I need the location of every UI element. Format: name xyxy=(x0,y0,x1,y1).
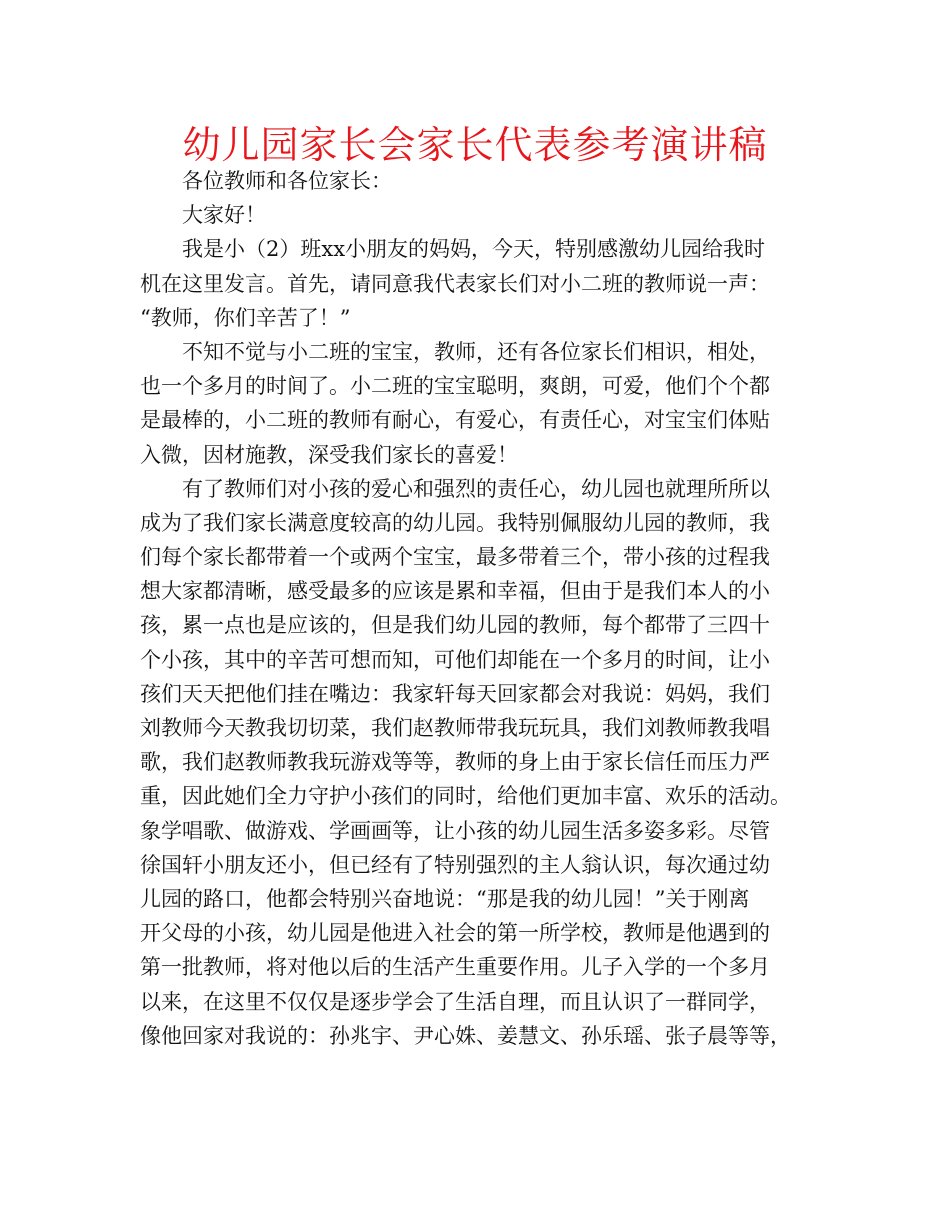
text-line: 机在这里发言。首先，请同意我代表家长们对小二班的教师说一声： xyxy=(140,271,770,296)
text-line: 个小孩，其中的辛苦可想而知，可他们却能在一个多月的时间，让小 xyxy=(140,647,770,672)
text-line: 像他回家对我说的：孙兆宇、尹心姝、姜慧文、孙乐瑶、张子晨等等， xyxy=(140,1023,791,1048)
text-line: 重，因此她们全力守护小孩们的同时，给他们更加丰富、欢乐的活动。 xyxy=(140,784,791,809)
text-line: 象学唱歌、做游戏、学画画等，让小孩的幼儿园生活多姿多彩。尽管 xyxy=(140,818,770,843)
text-line: 是最棒的，小二班的教师有耐心，有爱心，有责任心，对宝宝们体贴 xyxy=(140,408,770,433)
text-line: 儿园的路口，他都会特别兴奋地说：“那是我的幼儿园！”关于刚离 xyxy=(140,886,750,911)
text-line: 刘教师今天教我切切菜，我们赵教师带我玩玩具，我们刘教师教我唱 xyxy=(140,716,770,740)
text-line: 以来，在这里不仅仅是逐步学会了生活自理，而且认识了一群同学， xyxy=(140,989,770,1014)
text-line: “教师，你们辛苦了！” xyxy=(140,305,351,330)
text-line: 孩们天天把他们挂在嘴边：我家轩每天回家都会对我说：妈妈，我们 xyxy=(140,681,770,706)
text-line: 想大家都清晰，感受最多的应该是累和幸福，但由于是我们本人的小 xyxy=(140,579,770,604)
text-line: 不知不觉与小二班的宝宝，教师，还有各位家长们相识，相处， xyxy=(182,339,770,364)
text-line: 各位教师和各位家长： xyxy=(182,169,392,193)
text-line: 也一个多月的时间了。小二班的宝宝聪明，爽朗，可爱，他们个个都 xyxy=(140,374,770,399)
text-line: 我是小（2）班xx小朋友的妈妈，今天，特别感激幼儿园给我时 xyxy=(182,237,766,262)
document-body xyxy=(140,164,830,1053)
text-line: 第一批教师，将对他以后的生活产生重要作用。儿子入学的一个多月 xyxy=(140,955,770,980)
text-line: 入微，因材施教，深受我们家长的喜爱！ xyxy=(140,442,518,467)
text-line: 大家好！ xyxy=(182,203,266,228)
document-title: 幼儿园家长会家长代表参考演讲稿 xyxy=(182,123,768,167)
text-line: 们每个家长都带着一个或两个宝宝，最多带着三个，带小孩的过程我 xyxy=(140,545,770,570)
text-line: 徐国轩小朋友还小，但已经有了特别强烈的主人翁认识，每次通过幼 xyxy=(140,852,770,877)
text-line: 歌，我们赵教师教我玩游戏等等，教师的身上由于家长信任而压力严 xyxy=(140,750,770,775)
text-line: 成为了我们家长满意度较高的幼儿园。我特别佩服幼儿园的教师，我 xyxy=(140,510,770,535)
text-line: 孩，累一点也是应该的，但是我们幼儿园的教师，每个都带了三四十 xyxy=(140,613,770,638)
text-line: 开父母的小孩，幼儿园是他进入社会的第一所学校，教师是他遇到的 xyxy=(140,921,770,946)
text-line: 有了教师们对小孩的爱心和强烈的责任心，幼儿园也就理所所以 xyxy=(182,476,770,501)
